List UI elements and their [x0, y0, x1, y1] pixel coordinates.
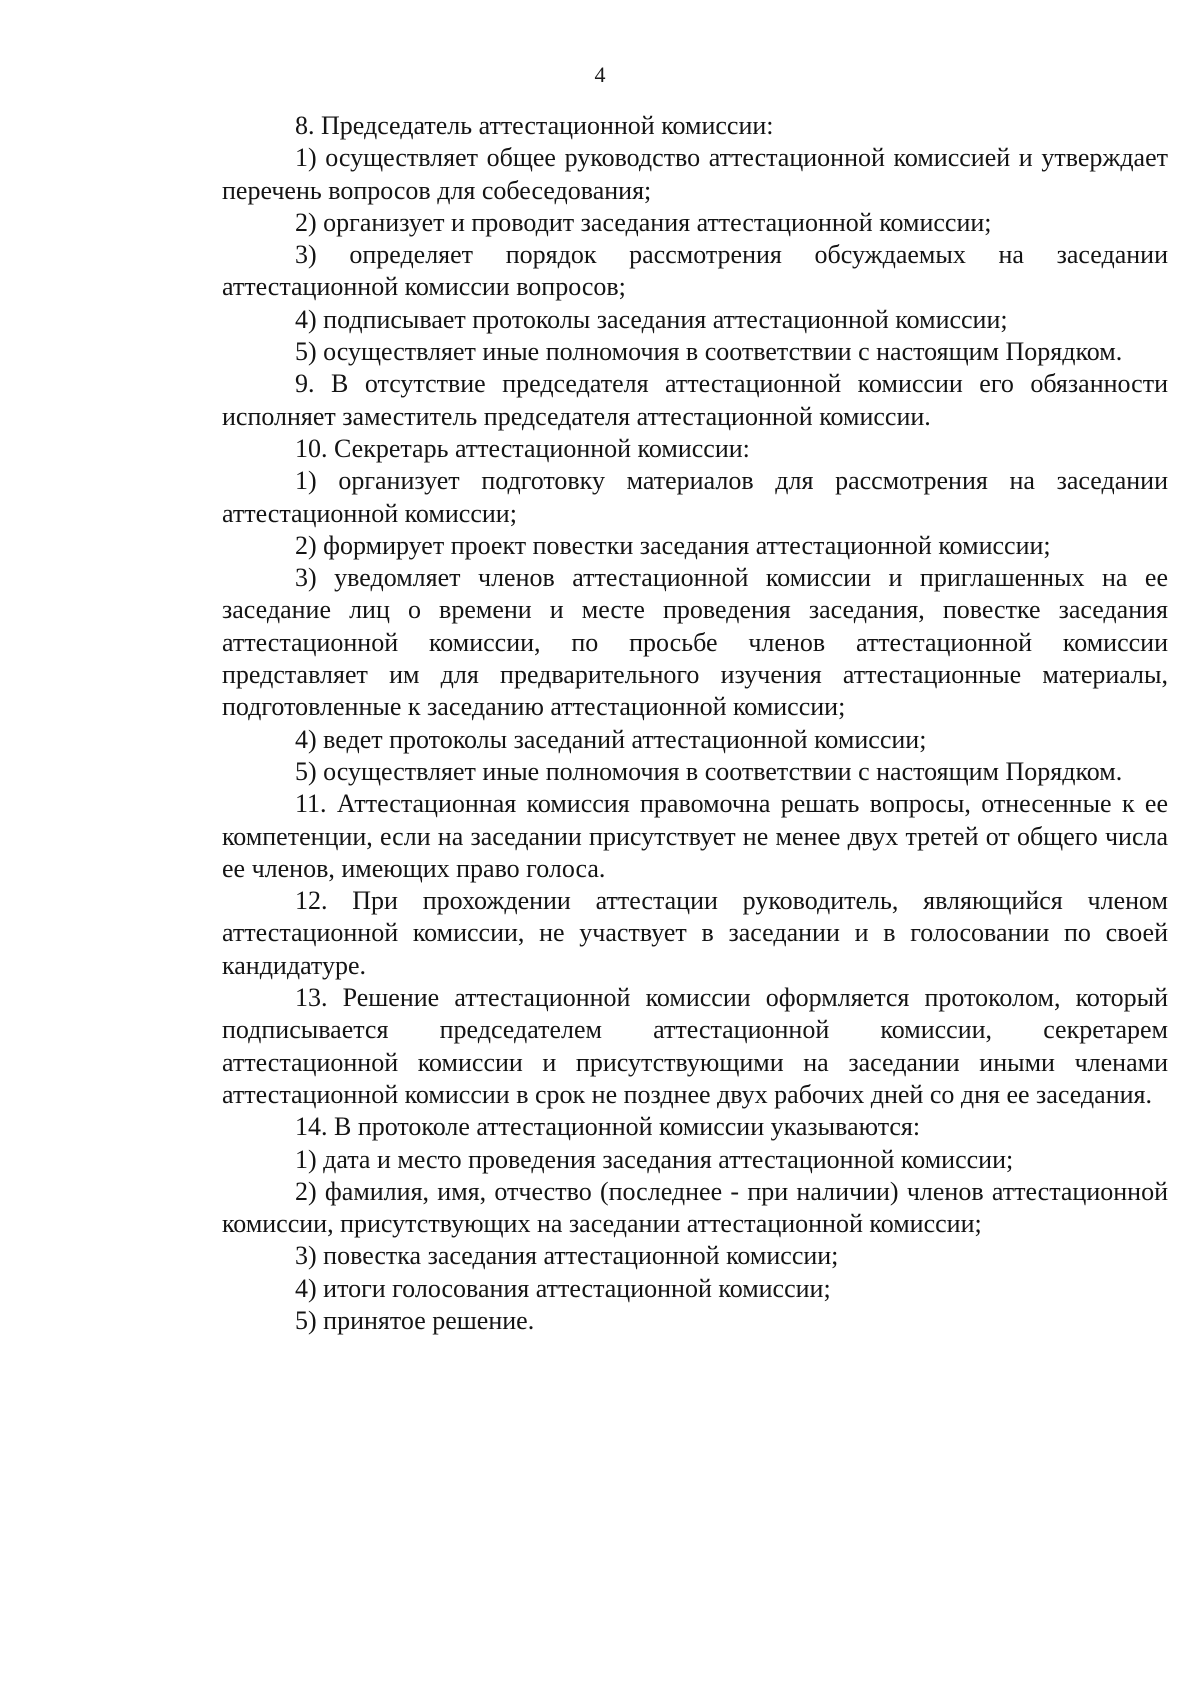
paragraph-12: 12. При прохождении аттестации руководитель, являющийся членом аттестационной комиссии, не участвует в заседании и в голосовании по своей кандидатуре. [222, 886, 1168, 980]
paragraph-8-item-2: 2) организует и проводит заседания аттестационной комиссии; [295, 207, 992, 237]
paragraph-14-item-4: 4) итоги голосования аттестационной комиссии; [295, 1273, 831, 1303]
paragraph-10-item-4: 4) ведет протоколы заседаний аттестационной комиссии; [295, 724, 927, 754]
paragraph-10-item-2: 2) формирует проект повестки заседания аттестационной комиссии; [295, 530, 1051, 560]
paragraph-8-heading: 8. Председатель аттестационной комиссии: [295, 111, 774, 140]
paragraph-13: 13. Решение аттестационной комиссии оформляется протоколом, который подписывается председателем аттестационной комиссии, секретарем аттестационной комиссии и присутствующими на заседании иными членами аттестационной комиссии в срок не позднее двух рабочих дней со дня ее заседания. [222, 983, 1168, 1109]
paragraph-10-heading: 10. Секретарь аттестационной комиссии: [295, 433, 750, 463]
paragraph-10-item-1: 1) организует подготовку материалов для рассмотрения на заседании аттестационной комиссии; [222, 466, 1168, 528]
paragraph-14-item-5: 5) принятое решение. [295, 1305, 535, 1335]
paragraph-14-item-3: 3) повестка заседания аттестационной комиссии; [295, 1241, 839, 1271]
paragraph-14-item-1: 1) дата и место проведения заседания аттестационной комиссии; [295, 1144, 1014, 1174]
paragraph-10-item-5: 5) осуществляет иные полномочия в соответствии с настоящим Порядком. [295, 756, 1123, 786]
paragraph-8-item-1: 1) осуществляет общее руководство аттестационной комиссией и утверждает перечень вопросов для собеседования; [222, 143, 1168, 205]
paragraph-14-heading: 14. В протоколе аттестационной комиссии указываются: [295, 1112, 921, 1142]
paragraph-14-item-2: 2) фамилия, имя, отчество (последнее - при наличии) членов аттестационной комиссии, присутствующих на заседании аттестационной комиссии; [222, 1176, 1168, 1239]
paragraph-8-item-4: 4) подписывает протоколы заседания аттестационной комиссии; [295, 304, 1008, 334]
document-body [222, 110, 1168, 1337]
paragraph-8-item-3: 3) определяет порядок рассмотрения обсуждаемых на заседании аттестационной комиссии вопросов; [222, 240, 1168, 302]
page-number: 4 [594, 62, 606, 87]
paragraph-9: 9. В отсутствие председателя аттестационной комиссии его обязанности исполняет заместитель председателя аттестационной комиссии. [222, 369, 1168, 431]
paragraph-11: 11. Аттестационная комиссия правомочна решать вопросы, отнесенные к ее компетенции, если на заседании присутствует не менее двух третей от общего числа ее членов, имеющих право голоса. [222, 789, 1168, 883]
paragraph-8-item-5: 5) осуществляет иные полномочия в соответствии с настоящим Порядком. [295, 337, 1123, 367]
paragraph-10-item-3: 3) уведомляет членов аттестационной комиссии и приглашенных на ее заседание лиц о времени и месте проведения заседания, повестке заседания аттестационной комиссии, по просьбе членов аттестационной комиссии представляет им для предварительного изучения аттестационные материалы, подготовленные к заседанию аттестационной комиссии; [222, 563, 1168, 722]
